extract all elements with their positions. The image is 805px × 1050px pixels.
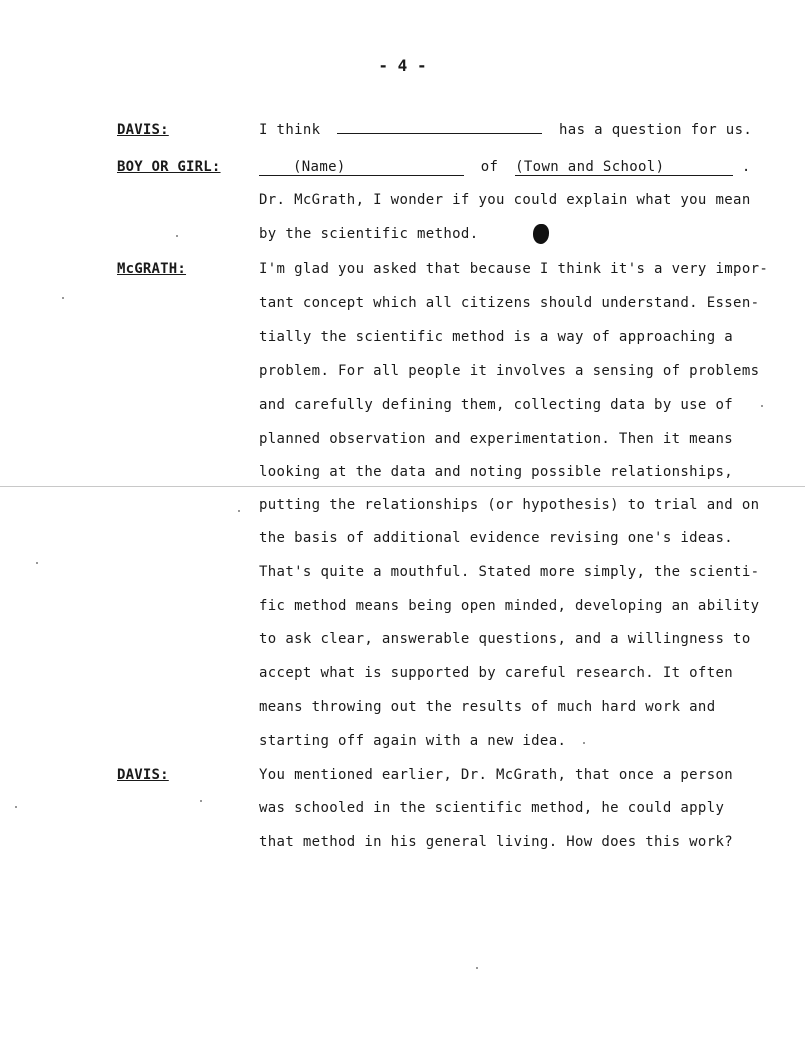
mcgrath-answer-line: problem. For all people it involves a sensing of problems — [259, 363, 760, 379]
dust-speck — [583, 742, 585, 744]
davis-intro-before: I think — [259, 122, 321, 138]
town-school-field — [515, 159, 733, 176]
speaker-mcgrath: McGRATH: — [117, 261, 187, 277]
dust-speck — [36, 562, 38, 564]
speaker-davis: DAVIS: — [117, 767, 169, 783]
davis-followup-line: that method in his general living. How does this work? — [259, 834, 734, 850]
mcgrath-answer-line: accept what is supported by careful research. It often — [259, 665, 734, 681]
mcgrath-answer-line: means throwing out the results of much hard work and — [259, 699, 716, 715]
student-question-line: by the scientific method. — [259, 226, 479, 242]
dust-speck — [200, 800, 202, 802]
town-school-label: (Town and School) — [515, 159, 665, 175]
davis-intro-after: has a question for us. — [559, 122, 753, 138]
mcgrath-answer-line: tially the scientific method is a way of approaching a — [259, 329, 734, 345]
student-question-line: Dr. McGrath, I wonder if you could explain what you mean — [259, 192, 751, 208]
speaker-davis: DAVIS: — [117, 122, 169, 138]
ink-blot — [533, 224, 549, 244]
mcgrath-answer-line: That's quite a mouthful. Stated more simply, the scienti- — [259, 564, 760, 580]
dust-speck — [62, 297, 64, 299]
dust-speck — [238, 510, 240, 512]
student-name-field — [259, 159, 464, 176]
paper-fold-line — [0, 486, 805, 487]
davis-intro-line — [259, 122, 752, 138]
mcgrath-answer-line: planned observation and experimentation. Then it means — [259, 431, 734, 447]
mcgrath-answer-line: I'm glad you asked that because I think it's a very impor- — [259, 261, 769, 277]
speaker-boy-or-girl: BOY OR GIRL: — [117, 159, 221, 175]
mcgrath-answer-line: putting the relationships (or hypothesis) to trial and on — [259, 497, 760, 513]
davis-followup-line: You mentioned earlier, Dr. McGrath, that once a person — [259, 767, 734, 783]
mcgrath-answer-line: tant concept which all citizens should understand. Essen- — [259, 295, 760, 311]
name-blank — [337, 133, 542, 134]
mcgrath-answer-line: and carefully defining them, collecting data by use of — [259, 397, 734, 413]
student-name-label: (Name) — [293, 159, 346, 175]
mcgrath-answer-line: looking at the data and noting possible relationships, — [259, 464, 734, 480]
mcgrath-answer-line: fic method means being open minded, developing an ability — [259, 598, 760, 614]
davis-followup-line: was schooled in the scientific method, he could apply — [259, 800, 725, 816]
dust-speck — [476, 967, 478, 969]
mcgrath-answer-line: to ask clear, answerable questions, and a willingness to — [259, 631, 751, 647]
dust-speck — [176, 235, 178, 237]
page-number: - 4 - — [378, 56, 427, 75]
of-label: of — [480, 159, 499, 175]
student-identification-line — [259, 159, 751, 176]
mcgrath-answer-line: starting off again with a new idea. — [259, 733, 567, 749]
student-line-end: . — [741, 159, 751, 175]
mcgrath-answer-line: the basis of additional evidence revising one's ideas. — [259, 530, 734, 546]
dust-speck — [15, 806, 17, 808]
dust-speck — [761, 405, 763, 407]
